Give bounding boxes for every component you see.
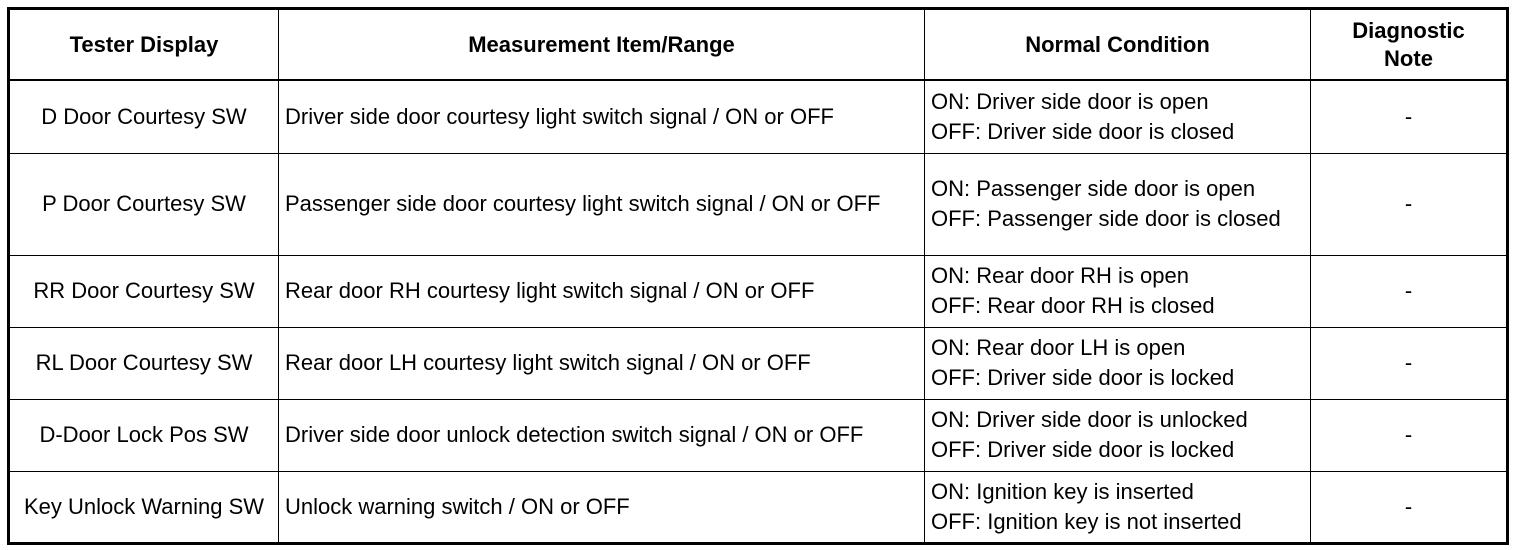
- cell-diagnostic-note: -: [1311, 471, 1508, 543]
- normal-on-text: ON: Driver side door is unlocked: [931, 407, 1248, 432]
- table-row: [9, 327, 1508, 399]
- header-diagnostic-note-line1: Diagnostic: [1352, 17, 1465, 43]
- table-row: [9, 471, 1508, 543]
- cell-measurement-item: Unlock warning switch / ON or OFF: [279, 471, 925, 543]
- normal-off-text: OFF: Driver side door is locked: [931, 365, 1235, 390]
- normal-on-text: ON: Passenger side door is open: [931, 176, 1256, 201]
- table-row: [9, 80, 1508, 153]
- cell-normal-condition: [925, 80, 1311, 153]
- cell-normal-condition: [925, 327, 1311, 399]
- normal-off-text: OFF: Driver side door is locked: [931, 437, 1235, 462]
- cell-tester-display: D-Door Lock Pos SW: [9, 399, 279, 471]
- cell-normal-condition: [925, 255, 1311, 327]
- header-measurement-item: Measurement Item/Range: [279, 9, 925, 81]
- cell-tester-display: RL Door Courtesy SW: [9, 327, 279, 399]
- cell-measurement-item: Driver side door courtesy light switch signal / ON or OFF: [279, 80, 925, 153]
- table-row: [9, 153, 1508, 255]
- cell-diagnostic-note: -: [1311, 80, 1508, 153]
- diagnostic-data-table: [7, 7, 1509, 545]
- header-normal-condition: Normal Condition: [925, 9, 1311, 81]
- cell-diagnostic-note: -: [1311, 153, 1508, 255]
- table-header-row: [9, 9, 1508, 81]
- normal-off-text: OFF: Passenger side door is closed: [931, 206, 1281, 231]
- cell-measurement-item: Rear door LH courtesy light switch signal / ON or OFF: [279, 327, 925, 399]
- cell-diagnostic-note: -: [1311, 399, 1508, 471]
- cell-diagnostic-note: -: [1311, 255, 1508, 327]
- cell-measurement-item: Passenger side door courtesy light switch signal / ON or OFF: [279, 153, 925, 255]
- cell-measurement-item: Rear door RH courtesy light switch signal / ON or OFF: [279, 255, 925, 327]
- header-diagnostic-note: [1311, 9, 1508, 81]
- cell-tester-display: Key Unlock Warning SW: [9, 471, 279, 543]
- cell-tester-display: RR Door Courtesy SW: [9, 255, 279, 327]
- normal-off-text: OFF: Driver side door is closed: [931, 118, 1235, 144]
- cell-normal-condition: [925, 471, 1311, 543]
- normal-on-text: ON: Rear door LH is open: [931, 335, 1186, 360]
- cell-tester-display: P Door Courtesy SW: [9, 153, 279, 255]
- table-row: [9, 255, 1508, 327]
- normal-on-text: ON: Driver side door is open: [931, 88, 1209, 114]
- cell-measurement-item: Driver side door unlock detection switch signal / ON or OFF: [279, 399, 925, 471]
- header-tester-display: Tester Display: [9, 9, 279, 81]
- cell-tester-display: D Door Courtesy SW: [9, 80, 279, 153]
- normal-off-text: OFF: Ignition key is not inserted: [931, 508, 1242, 534]
- cell-normal-condition: [925, 153, 1311, 255]
- normal-off-text: OFF: Rear door RH is closed: [931, 293, 1215, 318]
- normal-on-text: ON: Rear door RH is open: [931, 263, 1189, 288]
- normal-on-text: ON: Ignition key is inserted: [931, 478, 1194, 504]
- header-diagnostic-note-line2: Note: [1384, 45, 1433, 71]
- table-row: [9, 399, 1508, 471]
- cell-normal-condition: [925, 399, 1311, 471]
- cell-diagnostic-note: -: [1311, 327, 1508, 399]
